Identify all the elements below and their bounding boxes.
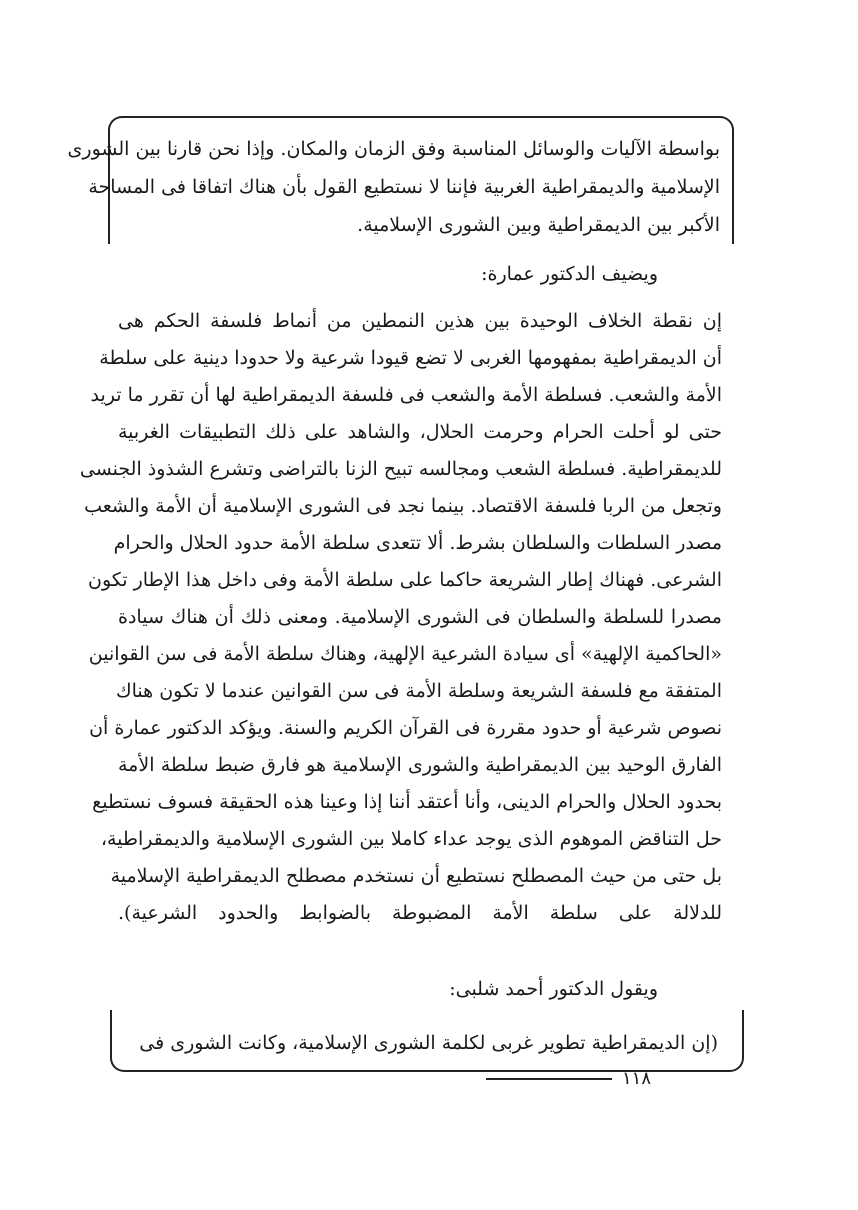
paragraph-line: إن نقطة الخلاف الوحيدة بين هذين النمطين من أنماط فلسفة الحكم هى bbox=[118, 310, 722, 332]
bottom-quote-line: (إن الديمقراطية تطوير غربى لكلمة الشورى الإسلامية، وكانت الشورى فى bbox=[139, 1032, 718, 1054]
page-number-rule bbox=[486, 1078, 612, 1080]
top-quote-line: بواسطة الآليات والوسائل المناسبة وفق الزمان والمكان. وإذا نحن قارنا بين الشورى bbox=[67, 138, 720, 160]
paragraph-line: مصدرا للسلطة والسلطان فى الشورى الإسلامية. ومعنى ذلك أن هناك سيادة bbox=[118, 606, 722, 628]
paragraph-line: مصدر السلطات والسلطان بشرط. ألا تتعدى سلطة الأمة حدود الحلال والحرام bbox=[113, 532, 722, 554]
paragraph-line: المتفقة مع فلسفة الشريعة وسلطة الأمة فى سن القوانين عندما لا تكون هناك bbox=[115, 680, 722, 702]
paragraph-line: بل حتى من حيث المصطلح نستطيع أن نستخدم مصطلح الديمقراطية الإسلامية bbox=[110, 865, 722, 887]
paragraph-line: أن الديمقراطية بمفهومها الغربى لا تضع قيودا شرعية ولا حدودا دينية على سلطة bbox=[99, 347, 722, 369]
paragraph-line: الشرعى. فهناك إطار الشريعة حاكما على سلطة الأمة وفى داخل هذا الإطار تكون bbox=[88, 569, 722, 591]
page-number: ١١٨ bbox=[622, 1068, 652, 1089]
paragraph-line: للدلالة على سلطة الأمة المضبوطة بالضوابط والحدود الشرعية). bbox=[118, 902, 722, 924]
paragraph-line: «الحاكمية الإلهية» أى سيادة الشرعية الإلهية، وهناك سلطة الأمة فى سن القوانين bbox=[88, 643, 722, 665]
intro-line-2: ويقول الدكتور أحمد شلبى: bbox=[449, 978, 658, 1000]
paragraph-line: وتجعل من الربا فلسفة الاقتصاد. بينما نجد فى الشورى الإسلامية أن الأمة والشعب bbox=[84, 495, 722, 517]
paragraph-line: بحدود الحلال والحرام الدينى، وأنا أعتقد أننا إذا وعينا هذه الحقيقة فسوف نستطيع bbox=[92, 791, 722, 813]
top-quote-line: الأكبر بين الديمقراطية وبين الشورى الإسلامية. bbox=[357, 214, 720, 236]
paragraph-line: نصوص شرعية أو حدود مقررة فى القرآن الكريم والسنة. ويؤكد الدكتور عمارة أن bbox=[89, 717, 722, 739]
paragraph-line: حتى لو أحلت الحرام وحرمت الحلال، والشاهد على ذلك التطبيقات الغربية bbox=[118, 421, 722, 443]
paragraph-line: الأمة والشعب. فسلطة الأمة والشعب فى فلسفة الديمقراطية لها أن تقرر ما تريد bbox=[90, 384, 722, 406]
paragraph-line: الفارق الوحيد بين الديمقراطية والشورى الإسلامية هو فارق ضبط سلطة الأمة bbox=[118, 754, 722, 776]
top-quote-line: الإسلامية والديمقراطية الغربية فإننا لا نستطيع القول بأن هناك اتفاقا فى المساحة bbox=[88, 176, 720, 198]
paragraph-line: حل التناقض الموهوم الذى يوجد عداء كاملا بين الشورى الإسلامية والديمقراطية، bbox=[100, 828, 722, 850]
paragraph-line: للديمقراطية. فسلطة الشعب ومجالسه تبيح الزنا بالتراضى وتشرع الشذوذ الجنسى bbox=[79, 458, 722, 480]
intro-line-1: ويضيف الدكتور عمارة: bbox=[481, 263, 658, 285]
